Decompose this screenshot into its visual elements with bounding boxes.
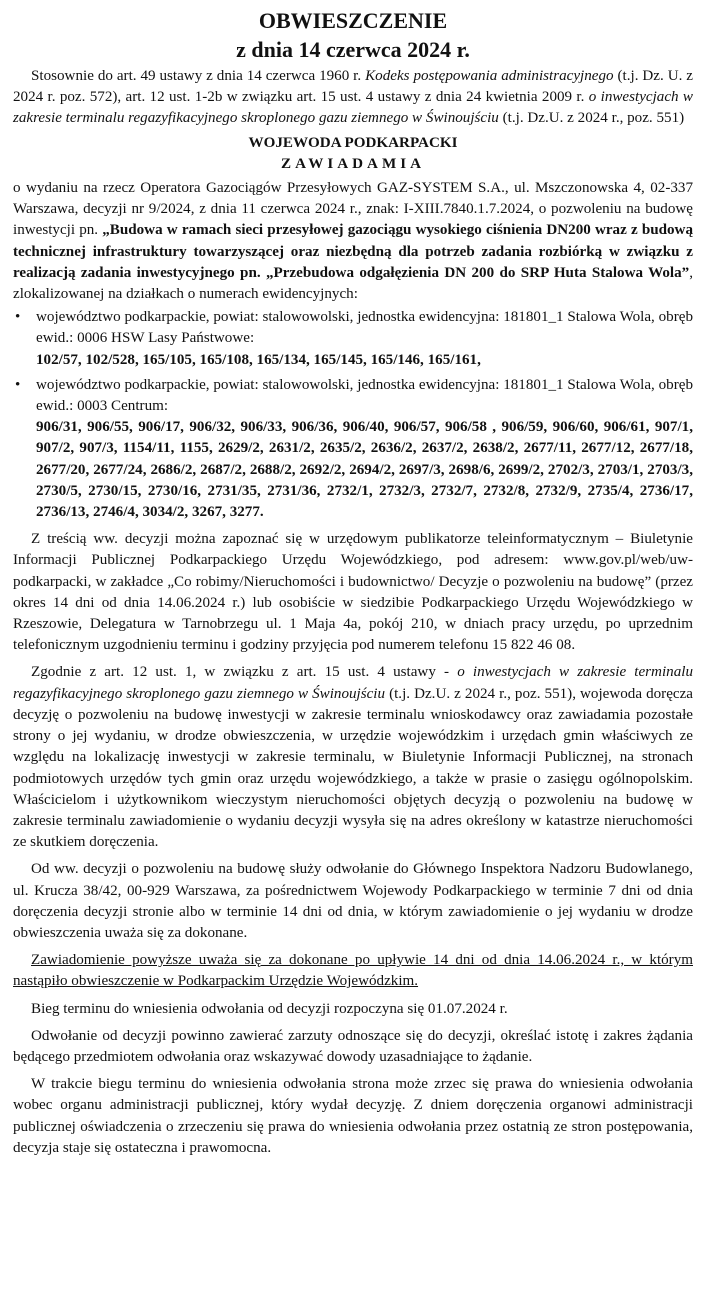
legal-basis-act-title: o inwestycjach w zakresie terminalu regazyfikacyjnego skroplonego gazu ziemnego w Świnoujściu	[13, 89, 693, 127]
notice-date: z dnia 14 czerwca 2024 r.	[236, 37, 470, 62]
legal-basis-paragraph	[13, 66, 693, 130]
authority-action: ZAWIADAMIA	[281, 155, 425, 172]
legal-basis-text-1: Stosownie do art. 49 ustawy z dnia 14 czerwca 1960 r.	[31, 68, 366, 84]
legal-basis-code-title: Kodeks postępowania administracyjnego	[365, 68, 614, 84]
delivery-paragraph	[13, 662, 693, 853]
bullet-icon: •	[15, 309, 21, 326]
plot-numbers: 102/57, 102/528, 165/105, 165/108, 165/134, 165/145, 165/146, 165/161,	[36, 351, 481, 368]
plot-location: województwo podkarpackie, powiat: stalowowolski, jednostka ewidencyjna: 181801_1 Stalowa Wola, obręb ewid.: 0006 HSW Lasy Państwowe:	[36, 309, 693, 347]
deadline-paragraph: Bieg terminu do wniesienia odwołania od decyzji rozpoczyna się 01.07.2024 r.	[31, 1000, 508, 1017]
legal-basis-text-3: (t.j. Dz.U. z 2024 r., poz. 551)	[498, 110, 685, 127]
plot-numbers: 906/31, 906/55, 906/17, 906/32, 906/33, 906/36, 906/40, 906/57, 906/58 , 906/59, 906/60, 906/61, 907/1, 907/2, 907/3, 1154/11, 1155, 2629/2, 2631/2, 2635/2, 2636/2, 2637/2, 2638/2, 2677/11, 2677/12, 2677/18, 2677/20, 2677/24, 2686/2, 2687/2, 2688/2, 2692/2, 2694/2, 2697/3, 2698/6, 2699/2, 2702/3, 2703/1, 2703/3, 2730/5, 2730/15, 2730/16, 2731/35, 2731/36, 2732/1, 2732/3, 2732/7, 2732/8, 2732/9, 2735/4, 2736/17, 2736/13, 2746/4, 3034/2, 3267, 3277.	[36, 419, 693, 521]
plot-list-item-hsw	[13, 307, 693, 371]
decision-paragraph	[13, 178, 693, 305]
delivery-text-2: (t.j. Dz.U. z 2024 r., poz. 551), wojewoda doręcza decyzję o pozwoleniu na budowę inwestycji w zakresie terminalu wnioskodawcy oraz zawiadamia pozostałe strony o jej wydaniu, w drodze obwieszczenia, w urzędzie wojewódzkim i urzędach gmin właściwych ze względu na lokalizację inwestycji w zakresie terminalu, w Biuletynie Informacji Publicznej, na stronach podmiotowych urzędów tych gmin oraz urzędu wojewódzkiego, a także w prasie o zasięgu ogólnopolskim. Właścicielom i użytkownikom wieczystym nieruchomości objętych decyzją o pozwoleniu na budowę w zakresie terminalu zawiadomienie o wydaniu decyzji wysyła się na adres określony w katastrze nieruchomości ze skutkiem doręczenia.	[13, 685, 693, 851]
notice-effective-paragraph	[13, 950, 693, 992]
plot-location: województwo podkarpackie, powiat: stalowowolski, jednostka ewidencyjna: 181801_1 Stalowa Wola, obręb ewid.: 0003 Centrum:	[36, 376, 693, 415]
investment-name: „Budowa w ramach sieci przesyłowej gazociągu wysokiego ciśnienia DN200 wraz z budową technicznej infrastruktury towarzyszącej oraz niezbędną dla potrzeb zadania rozbiórką w związku z realizacją zadania inwestycyjnego pn. „Przebudowa odgałęzienia DN 200 do SRP Huta Stalowa Wola”	[13, 222, 693, 281]
plot-list	[13, 307, 693, 523]
plot-list-item-centrum	[13, 375, 693, 523]
bullet-icon: •	[15, 376, 21, 393]
decision-text-1: o wydaniu na rzecz Operatora Gazociągów Przesyłowych GAZ-SYSTEM S.A., ul. Mszczonowska 4, 02-337 Warszawa, decyzji nr 9/2024, z dnia 11 czerwca 2024 r., znak: I-XIII.7840.1.7.2024, o pozwoleniu na budowę inwestycji pn.	[13, 180, 693, 239]
appeal-paragraph: Od ww. decyzji o pozwoleniu na budowę służy odwołanie do Głównego Inspektora Nadzoru Budowlanego, ul. Krucza 38/42, 00-929 Warszawa, za pośrednictwem Wojewody Podkarpackiego w terminie 7 dni od dnia doręczenia decyzji stronie albo w terminie 14 dni od dnia, w którym zawiadomienie o jej wydaniu w drodze obwieszczenia uważa się za dokonane.	[13, 861, 693, 941]
notice-effective-text: Zawiadomienie powyższe uważa się za dokonane po upływie 14 dni od dnia 14.06.2024 r., w którym nastąpiło obwieszczenie w Podkarpackim Urzędzie Wojewódzkim.	[13, 952, 693, 990]
decision-text-2: , zlokalizowanej na działkach o numerach ewidencyjnych:	[13, 264, 693, 303]
delivery-text-1: Zgodnie z art. 12 ust. 1, w związku z art. 15 ust. 4 ustawy -	[31, 664, 458, 681]
legal-basis-text-2: (t.j. Dz. U. z 2024 r. poz. 572), art. 12 ust. 1-2b w związku art. 15 ust. 4 ustawy z dnia 24 kwietnia 2009 r.	[13, 68, 694, 106]
notice-title: OBWIESZCZENIE	[258, 8, 448, 33]
delivery-act-title: o inwestycjach w zakresie terminalu regazyfikacyjnego skroplonego gazu ziemnego w Świnoujściu	[13, 664, 693, 702]
publication-paragraph: Z treścią ww. decyzji można zapoznać się w urzędowym publikatorze teleinformatycznym – Biuletynie Informacji Publicznej Podkarpackiego Urzędu Wojewódzkiego, pod adresem: www.gov.pl/web/uw-podkarpacki, w zakładce „Co robimy/Nieruchomości i budownictwo/ Decyzje o pozwoleniu na budowę” (przez okres 14 dni od dnia 14.06.2024 r.) lub osobiście w siedzibie Podkarpackiego Urzędu Wojewódzkiego w Rzeszowie, Delegatura w Tarnobrzegu ul. 1 Maja 4a, pokój 210, w dniach pracy urzędu, po uprzednim telefonicznym uzgodnieniu terminu i godziny przyjęcia pod numerem telefonu 15 822 46 08.	[13, 531, 693, 654]
authority-name: WOJEWODA PODKARPACKI	[248, 134, 458, 151]
waiver-paragraph: W trakcie biegu terminu do wniesienia odwołania strona może zrzec się prawa do wniesienia odwołania wobec organu administracji publicznej, który wydał decyzję. Z dniem doręczenia organowi administracji publicznej oświadczenia o zrzeczeniu się prawa do wniesienia odwołania przez ostatnią ze stron postępowania, decyzja staje się ostateczna i prawomocna.	[13, 1076, 693, 1156]
appeal-content-paragraph: Odwołanie od decyzji powinno zawierać zarzuty odnoszące się do decyzji, określać istotę i zakres żądania będącego przedmiotem odwołania oraz wskazywać dowody uzasadniające to żądanie.	[13, 1027, 693, 1065]
